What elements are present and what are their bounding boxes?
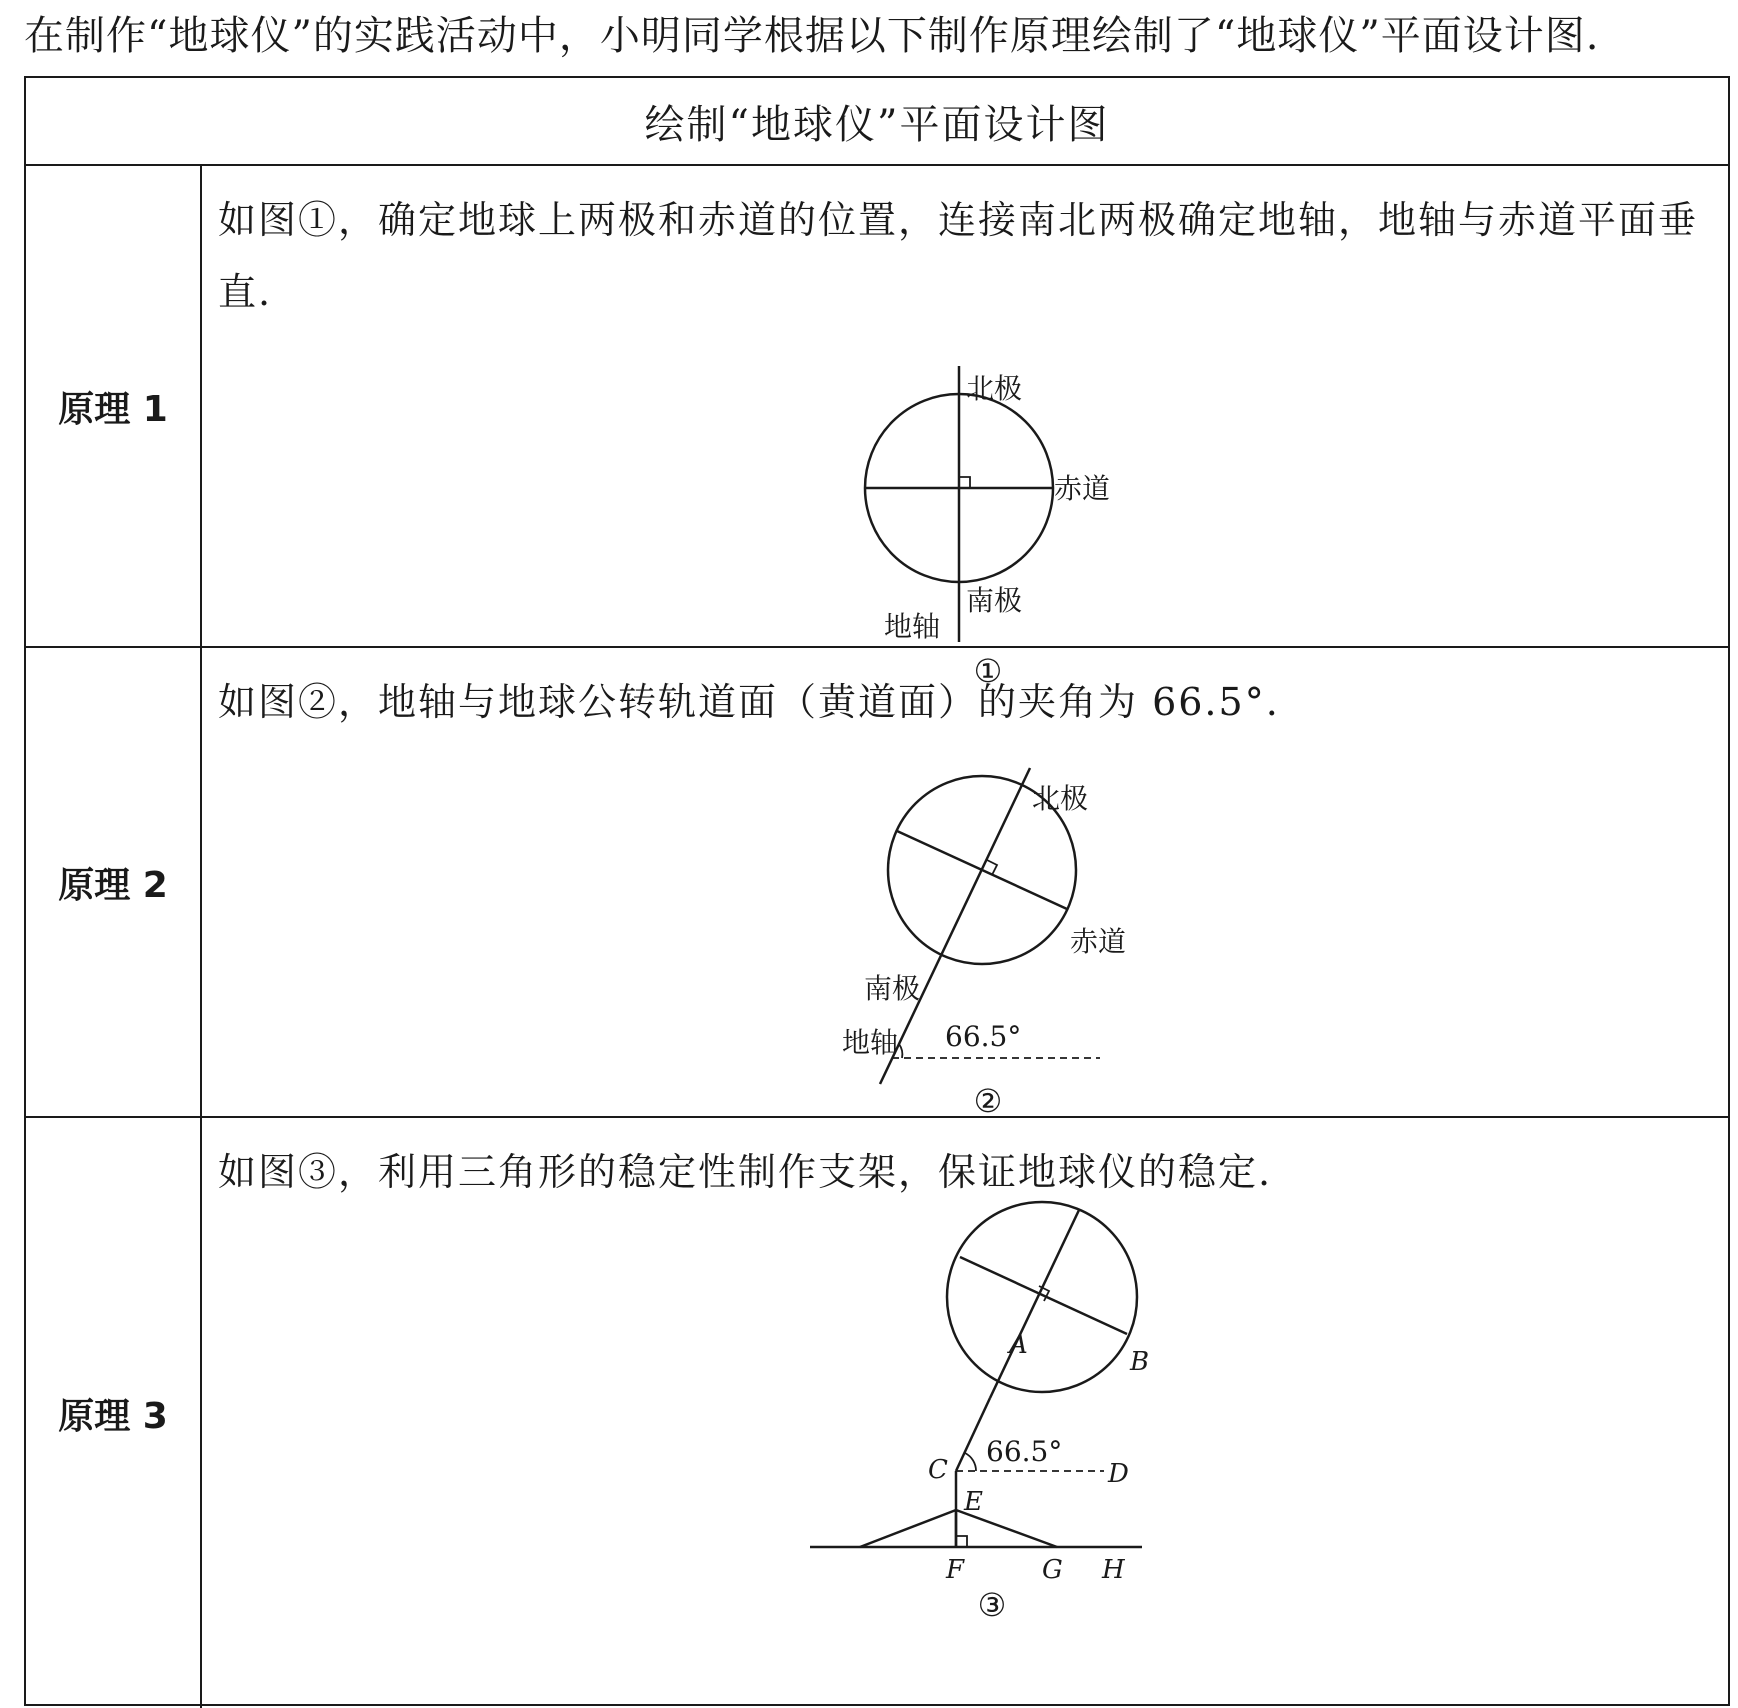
axis-inside-globe	[990, 1210, 1079, 1398]
point-e-label: E	[964, 1487, 983, 1517]
principle-text-1: 如图①，确定地球上两极和赤道的位置，连接南北两极确定地轴，地轴与赤道平面垂直.	[218, 198, 1699, 314]
support-left	[860, 1510, 956, 1547]
principle-label-1: 原理 1	[26, 166, 202, 646]
principle-label-2: 原理 2	[26, 648, 202, 1116]
figure-2	[202, 648, 1732, 1118]
figure-number-1: ①	[973, 652, 1003, 690]
intro-text: 在制作“地球仪”的实践活动中，小明同学根据以下制作原理绘制了“地球仪”平面设计图.	[24, 13, 1600, 59]
point-c-label: C	[928, 1455, 948, 1485]
point-g-label: G	[1042, 1555, 1063, 1585]
principle-row-1	[26, 166, 1728, 690]
principle-text-2: 如图②，地轴与地球公转轨道面（黄道面）的夹角为 66.5°.	[218, 680, 1280, 724]
equator-label: 赤道	[1054, 472, 1111, 505]
figure-3	[202, 1118, 1732, 1678]
equator-label: 赤道	[1070, 925, 1127, 958]
figure-1	[202, 166, 1732, 690]
right-angle-mark-f	[956, 1536, 967, 1547]
principle-label-3: 原理 3	[26, 1118, 202, 1708]
equator-line	[897, 831, 1067, 909]
angle-label: 66.5°	[986, 1435, 1063, 1468]
angle-label: 66.5°	[945, 1020, 1022, 1053]
angle-arc	[899, 1044, 902, 1058]
figure-number-3: ③	[977, 1586, 1007, 1624]
south-pole-label: 南极	[864, 972, 921, 1005]
point-a-label: A	[1009, 1330, 1028, 1360]
south-pole-label: 南极	[966, 584, 1023, 617]
principle-row-3	[26, 1118, 1728, 1708]
north-pole-label: 北极	[1032, 782, 1089, 815]
point-d-label: D	[1108, 1459, 1129, 1489]
point-f-label: F	[946, 1555, 965, 1585]
point-h-label: H	[1102, 1555, 1125, 1585]
table-title: 绘制“地球仪”平面设计图	[26, 78, 1728, 166]
figure-number-2: ②	[973, 1082, 1003, 1120]
axis-label: 地轴	[842, 1026, 899, 1059]
design-table	[24, 76, 1730, 1706]
principle-text-3: 如图③，利用三角形的稳定性制作支架，保证地球仪的稳定.	[218, 1150, 1273, 1194]
axis-label: 地轴	[884, 610, 941, 643]
equator-line-ab	[960, 1257, 1127, 1334]
right-angle-mark	[959, 477, 970, 488]
point-b-label: B	[1130, 1347, 1150, 1377]
principle-row-2	[26, 648, 1728, 1118]
angle-arc	[965, 1453, 976, 1471]
globe-circle	[947, 1202, 1137, 1392]
north-pole-label: 北极	[966, 372, 1023, 405]
